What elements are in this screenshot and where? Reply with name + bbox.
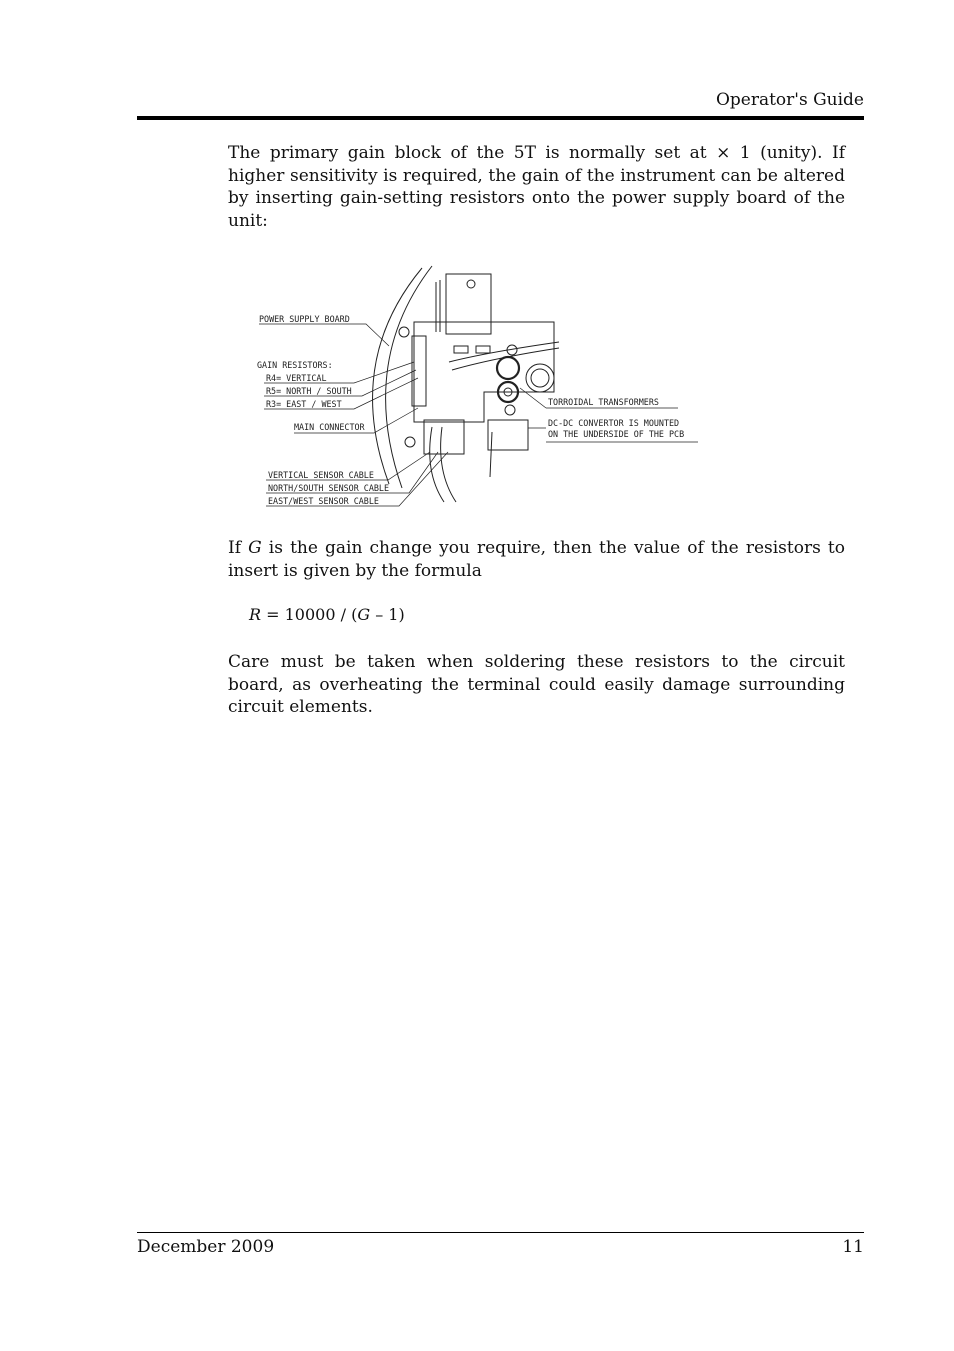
formula-tail: – 1) [370, 605, 405, 624]
label-gain-resistors: GAIN RESISTORS: [257, 360, 333, 370]
label-ew-cable: EAST/WEST SENSOR CABLE [268, 496, 379, 506]
label-dcdc-1: DC-DC CONVERTOR IS MOUNTED [548, 418, 680, 428]
label-main-connector: MAIN CONNECTOR [294, 422, 365, 432]
leader-power-supply [259, 324, 389, 346]
formula-var: G [357, 605, 371, 624]
housing-inner-arc [386, 266, 432, 488]
cable-gland-inner [531, 369, 549, 387]
running-header-title: Operator's Guide [715, 90, 864, 110]
label-r5: R5= NORTH / SOUTH [266, 386, 352, 396]
toroid-1-icon [497, 357, 519, 379]
gain-paragraph [228, 537, 845, 582]
circuit-board-svg [254, 262, 704, 512]
page-number: 11 [842, 1237, 864, 1257]
label-ns-cable: NORTH/SOUTH SENSOR CABLE [268, 483, 390, 493]
formula-lhs: R [249, 605, 262, 624]
leader-toroidal-2 [520, 388, 546, 408]
label-r3: R3= EAST / WEST [266, 399, 342, 409]
caution-paragraph: Care must be taken when soldering these resistors to the circuit board, as overheating the terminal could easily damage surrounding circuit elements. [228, 652, 845, 717]
component-2 [476, 346, 490, 353]
probe-line [490, 432, 492, 477]
gain-para-pre: If [228, 538, 249, 558]
component-1 [454, 346, 468, 353]
label-toroidal: TORROIDAL TRANSFORMERS [548, 397, 659, 407]
screw-2-icon [405, 437, 415, 447]
gain-variable: G [248, 538, 262, 558]
label-r4: R4= VERTICAL [266, 373, 327, 383]
dcdc-convertor-area [488, 420, 528, 450]
header-rule [137, 116, 864, 120]
board-edge-lines [436, 280, 440, 332]
cable-gland-outer [526, 364, 554, 392]
housing-outer-arc [373, 268, 422, 484]
footer-rule [137, 1232, 864, 1233]
intro-paragraph: The primary gain block of the 5T is normally set at × 1 (unity). If higher sensitivity is required, the gain of the instrument can be altered by inserting gain-setting resistors onto the power supply board of the unit: [228, 143, 845, 231]
screw-4-icon [505, 405, 515, 415]
sensor-cable-2 [441, 427, 456, 502]
resistor-formula [249, 605, 405, 624]
label-power-supply-board: POWER SUPPLY BOARD [259, 314, 350, 324]
formula-eq: = 10000 / ( [261, 605, 358, 624]
screw-1-icon [399, 327, 409, 337]
label-vertical-cable: VERTICAL SENSOR CABLE [268, 470, 374, 480]
upper-board [446, 274, 491, 334]
screw-5-icon [467, 280, 475, 288]
cable-1 [449, 342, 559, 362]
label-dcdc-2: ON THE UNDERSIDE OF THE PCB [548, 429, 685, 439]
gain-para-post: is the gain change you require, then the value of the resistors to insert is given by the formula [228, 538, 845, 581]
footer-date: December 2009 [137, 1237, 275, 1257]
circuit-board-diagram [254, 262, 704, 512]
